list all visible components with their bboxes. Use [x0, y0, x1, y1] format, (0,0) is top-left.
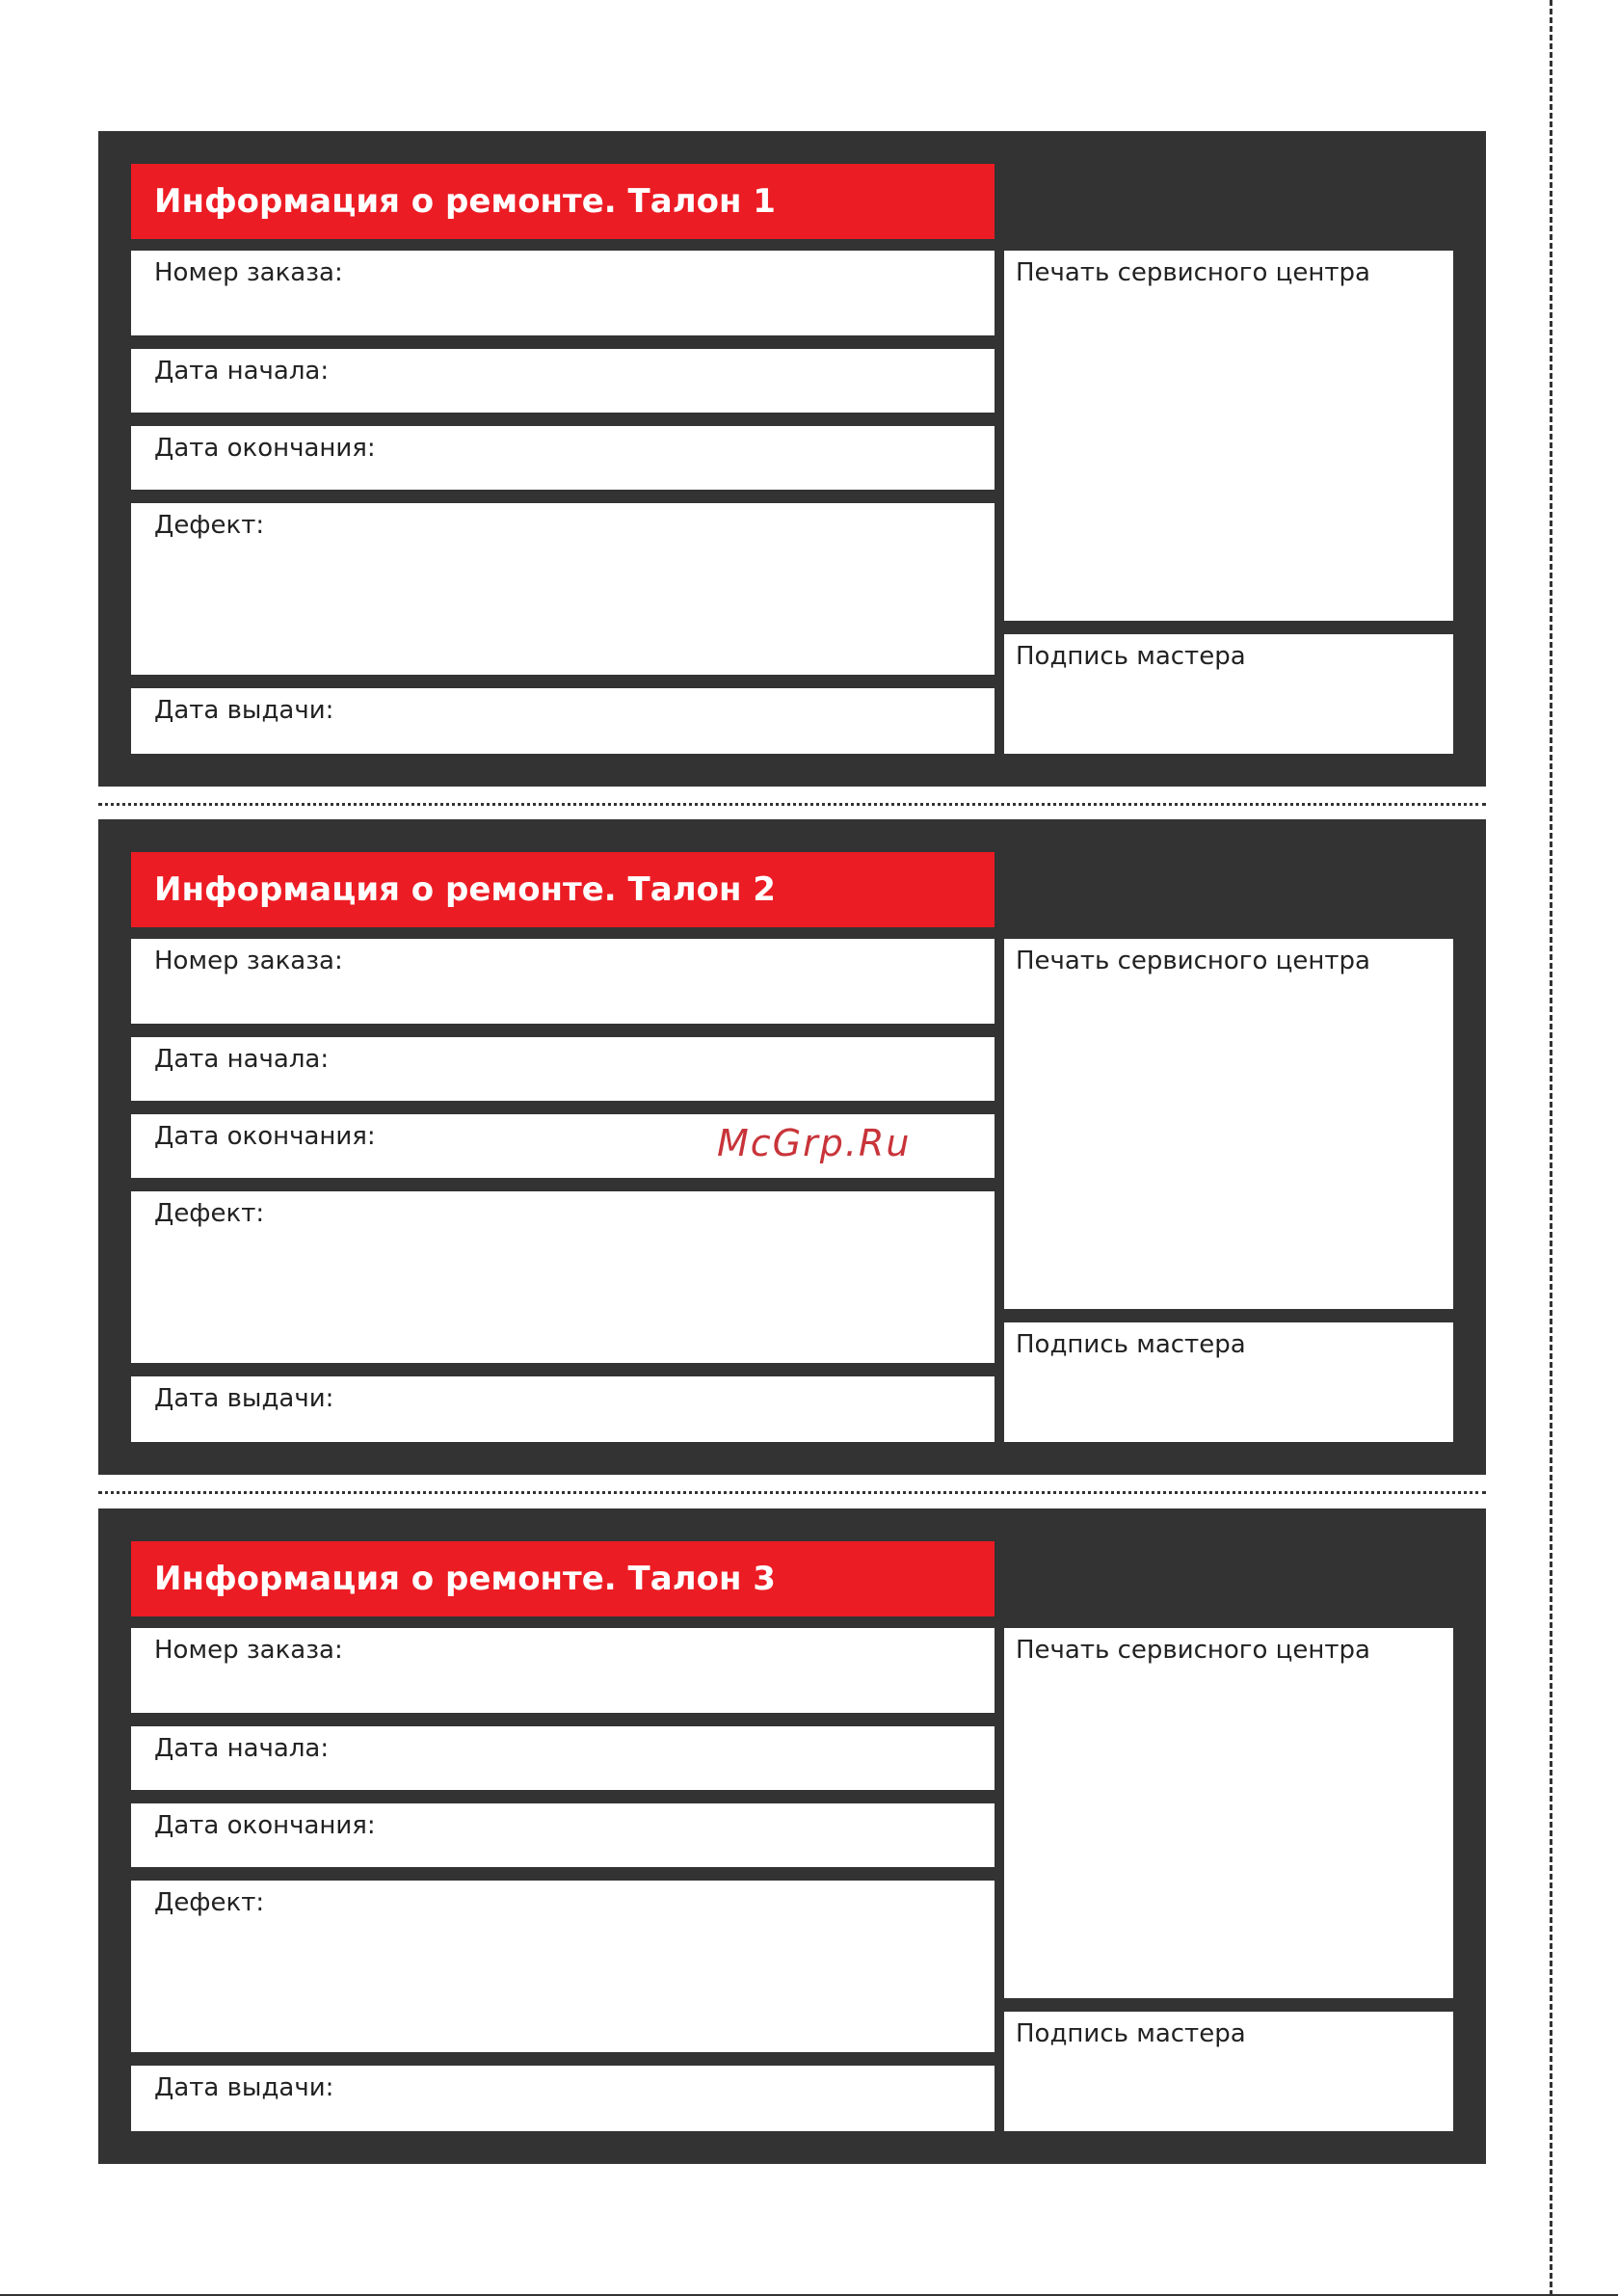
service-center-stamp-field: Печать сервисного центра [1004, 251, 1453, 621]
master-signature-field: Подпись мастера [1004, 1322, 1453, 1442]
coupon-title: Информация о ремонте. Талон 2 [131, 852, 995, 927]
master-signature-field: Подпись мастера [1004, 2012, 1453, 2131]
issue-date-field: Дата выдачи: [131, 688, 995, 754]
issue-date-field: Дата выдачи: [131, 1376, 995, 1442]
service-center-stamp-field: Печать сервисного центра [1004, 1628, 1453, 1998]
watermark: McGrp.Ru [717, 1122, 912, 1164]
vertical-cut-line [1550, 0, 1552, 2296]
master-signature-field: Подпись мастера [1004, 634, 1453, 754]
end-date-field: Дата окончания: [131, 1803, 995, 1867]
horizontal-cut-line [98, 1491, 1486, 1494]
issue-date-field: Дата выдачи: [131, 2066, 995, 2131]
coupon-title: Информация о ремонте. Талон 1 [131, 164, 995, 239]
defect-field: Дефект: [131, 1191, 995, 1363]
order-number-field: Номер заказа: [131, 939, 995, 1024]
start-date-field: Дата начала: [131, 1726, 995, 1790]
defect-field: Дефект: [131, 503, 995, 675]
coupon-title: Информация о ремонте. Талон 3 [131, 1541, 995, 1616]
horizontal-cut-line [98, 803, 1486, 806]
end-date-field: Дата окончания: [131, 426, 995, 490]
repair-coupon-1 [98, 131, 1486, 787]
defect-field: Дефект: [131, 1881, 995, 2052]
repair-coupon-3 [98, 1508, 1486, 2164]
service-center-stamp-field: Печать сервисного центра [1004, 939, 1453, 1309]
order-number-field: Номер заказа: [131, 251, 995, 335]
order-number-field: Номер заказа: [131, 1628, 995, 1713]
start-date-field: Дата начала: [131, 349, 995, 413]
end-date-field: Дата окончания: [131, 1114, 995, 1178]
start-date-field: Дата начала: [131, 1037, 995, 1101]
